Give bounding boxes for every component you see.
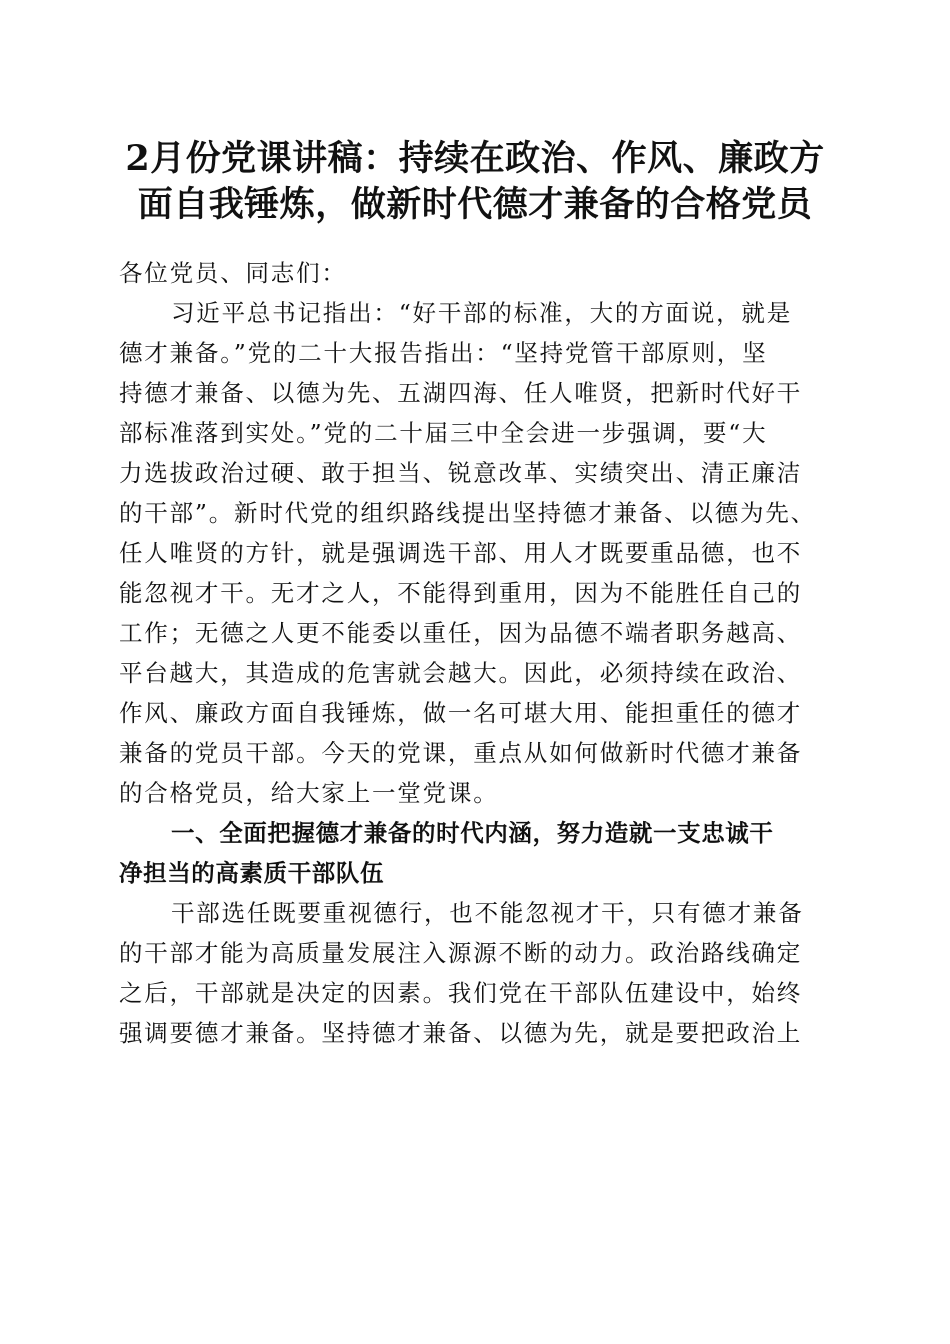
paragraph-line: 习近平总书记指出：“好干部的标准，大的方面说，就是 xyxy=(171,299,793,327)
paragraph-line: 持德才兼备、以德为先、五湖四海、任人唯贤，把新时代好干 xyxy=(119,379,803,407)
section-heading-line: 净担当的高素质干部队伍 xyxy=(119,859,385,887)
paragraph-line: 任人唯贤的方针，就是强调选干部、用人才既要重品德，也不 xyxy=(119,539,803,567)
paragraph-line: 的干部”。新时代党的组织路线提出坚持德才兼备、以德为先、 xyxy=(119,499,816,527)
paragraph-line: 德才兼备。”党的二十大报告指出：“坚持党管干部原则，坚 xyxy=(119,339,768,367)
paragraph-line: 兼备的党员干部。今天的党课，重点从如何做新时代德才兼备 xyxy=(119,739,803,767)
title-line-1: 2月份党课讲稿：持续在政治、作风、廉政方 xyxy=(125,138,825,179)
paragraph-line: 工作；无德之人更不能委以重任，因为品德不端者职务越高、 xyxy=(119,619,803,647)
paragraph-line: 的干部才能为高质量发展注入源源不断的动力。政治路线确定 xyxy=(119,939,803,967)
paragraph-line: 部标准落到实处。”党的二十届三中全会进一步强调，要“大 xyxy=(119,419,768,447)
section-heading-line: 一、全面把握德才兼备的时代内涵，努力造就一支忠诚干 xyxy=(171,819,774,847)
salutation: 各位党员、同志们： xyxy=(119,259,347,287)
paragraph-line: 强调要德才兼备。坚持德才兼备、以德为先，就是要把政治上 xyxy=(119,1019,803,1047)
document-body xyxy=(119,253,831,1053)
paragraph-line: 之后，干部就是决定的因素。我们党在干部队伍建设中，始终 xyxy=(119,979,803,1007)
paragraph-line: 干部选任既要重视德行，也不能忽视才干，只有德才兼备 xyxy=(171,899,804,927)
paragraph-line: 平台越大，其造成的危害就会越大。因此，必须持续在政治、 xyxy=(119,659,803,687)
paragraph-line: 力选拔政治过硬、敢于担当、锐意改革、实绩突出、清正廉洁 xyxy=(119,459,803,487)
document-title xyxy=(110,136,840,228)
paragraph-line: 能忽视才干。无才之人，不能得到重用，因为不能胜任自己的 xyxy=(119,579,803,607)
paragraph-line: 作风、廉政方面自我锤炼，做一名可堪大用、能担重任的德才 xyxy=(119,699,803,727)
paragraph-line: 的合格党员，给大家上一堂党课。 xyxy=(119,779,499,807)
title-line-2: 面自我锤炼，做新时代德才兼备的合格党员 xyxy=(137,184,813,225)
